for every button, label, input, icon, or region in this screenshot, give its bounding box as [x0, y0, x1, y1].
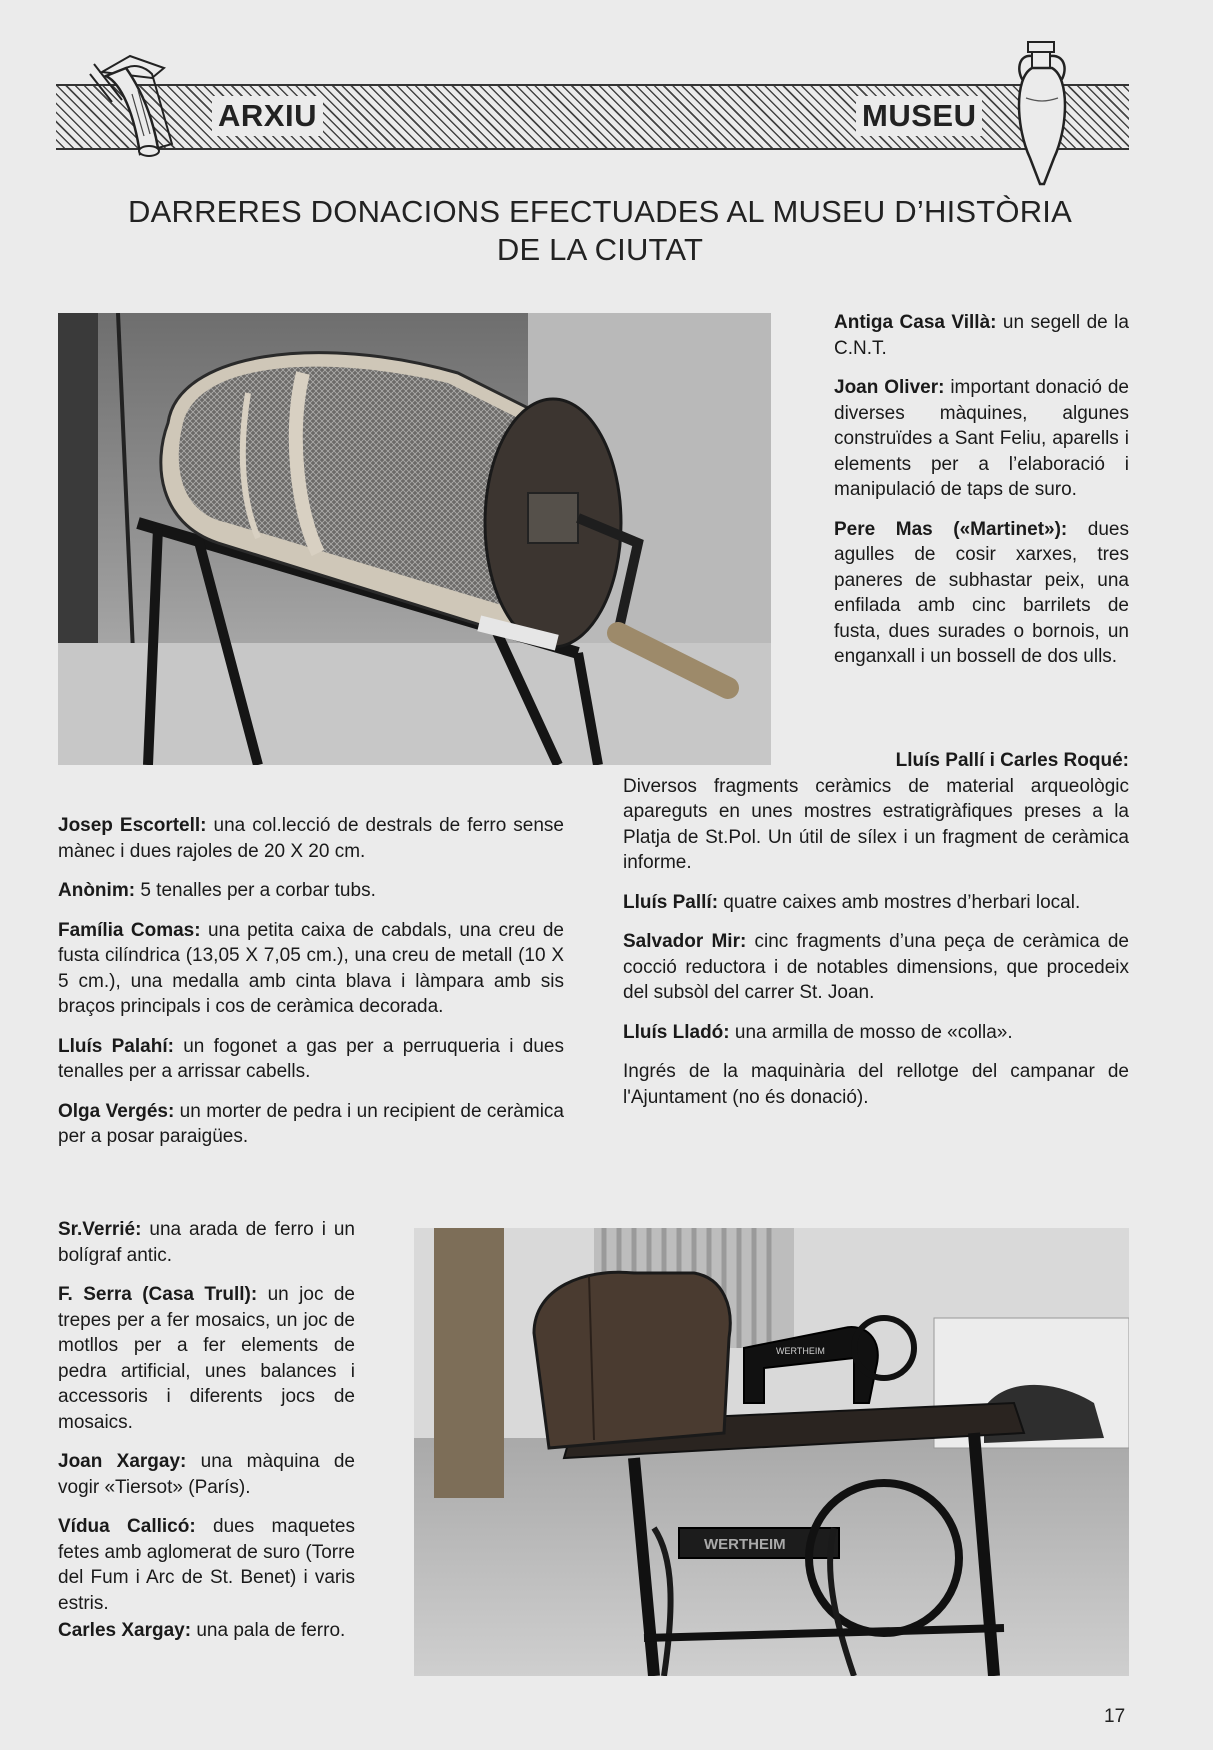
- donations-right-top: [834, 310, 1129, 684]
- donation-entry: [834, 310, 1129, 361]
- donation-text: una armilla de mosso de «colla».: [729, 1021, 1013, 1043]
- donation-text: Diversos fragments ceràmics de material arqueològic apareguts en unes mostres estratigràfiques preses a la Platja de St.Pol. Un útil de sílex i un fragment de ceràmica informe.: [623, 775, 1129, 873]
- donation-entry: [623, 929, 1129, 1006]
- scroll-icon: [82, 44, 192, 164]
- donation-text: 5 tenalles per a corbar tubs.: [135, 880, 376, 901]
- donation-entry: [58, 1449, 355, 1500]
- sewing-machine-head-brand: WERTHEIM: [776, 1346, 825, 1356]
- donation-entry: [623, 748, 1129, 876]
- donor-name: Família Comas:: [58, 919, 201, 941]
- donor-name: Lluís Pallí:: [623, 891, 719, 913]
- donor-name: Lluís Lladó:: [623, 1021, 730, 1043]
- donation-text: una màquina de vogir «Tiersot» (París).: [58, 1451, 355, 1498]
- donation-text: un joc de trepes per a fer mosaics, un joc de motllos per a fer elements de pedra artificial, unes balances i accessoris i diferents jocs de mosaics.: [58, 1284, 355, 1433]
- photo-mesh-cylinder-machine: [58, 313, 771, 765]
- donation-entry: [58, 1514, 355, 1616]
- sewing-machine-stand-brand: WERTHEIM: [704, 1536, 786, 1553]
- donation-text: quatre caixes amb mostres d’herbari local.: [718, 891, 1081, 913]
- arxiu-label: ARXIU: [212, 96, 323, 136]
- donations-left-top: [58, 813, 564, 1164]
- page-title: [70, 193, 1130, 269]
- donation-entry: [58, 813, 564, 864]
- donor-name: Vídua Callicó:: [58, 1516, 196, 1537]
- donation-entry: [58, 1034, 564, 1085]
- donation-text: una petita caixa de cabdals, una creu de fusta cilíndrica (13,05 X 7,05 cm.), una creu de metall (10 X 5 cm.), una medalla amb cinta blava i làmpara amb sis braços principals i cos de ceràmica decorada.: [58, 919, 564, 1017]
- donor-name: Olga Vergés:: [58, 1100, 175, 1122]
- donation-entry: [834, 517, 1129, 670]
- donor-name: Salvador Mir:: [623, 931, 747, 952]
- photo-sewing-machine: [414, 1228, 1129, 1676]
- donor-name: F. Serra (Casa Trull):: [58, 1284, 258, 1305]
- donor-name: Pere Mas («Martinet»):: [834, 518, 1068, 540]
- donor-name: Lluís Pallí i Carles Roqué:: [895, 750, 1129, 771]
- donation-entry: [623, 890, 1129, 916]
- page-number: 17: [1104, 1706, 1126, 1727]
- donation-text: Ingrés de la maquinària del rellotge del campanar de l'Ajuntament (no és donació).: [623, 1061, 1129, 1108]
- donor-name: Anònim:: [58, 880, 136, 901]
- donor-name: Joan Xargay:: [58, 1451, 187, 1472]
- donation-entry: [58, 918, 564, 1020]
- donation-text: un segell de la C.N.T.: [834, 312, 1129, 359]
- donation-text: dues maquetes fetes amb aglomerat de suro (Torre del Fum i Arc de St. Benet) i varis estris.: [58, 1516, 355, 1614]
- donor-name: Lluís Palahí:: [58, 1035, 174, 1057]
- donation-note: [623, 1059, 1129, 1110]
- amphora-icon: [1010, 38, 1074, 190]
- donor-name: Joan Oliver:: [834, 377, 945, 398]
- donor-name: Carles Xargay:: [58, 1620, 192, 1641]
- title-line-1: DARRERES DONACIONS EFECTUADES AL MUSEU D’HISTÒRIA: [128, 194, 1072, 229]
- donation-text: una pala de ferro.: [191, 1620, 346, 1641]
- donation-entry: [58, 1618, 355, 1644]
- donation-text: un fogonet a gas per a perruqueria i dues tenalles per a arrissar cabells.: [58, 1035, 564, 1082]
- donor-name: Antiga Casa Villà:: [834, 312, 997, 333]
- donation-text: cinc fragments d’una peça de ceràmica de cocció reductora i de notables dimensions, que procedeix del subsòl del carrer St. Joan.: [623, 931, 1129, 1003]
- donation-entry: [58, 878, 564, 904]
- donor-name: Josep Escortell:: [58, 815, 207, 836]
- donation-entry: [623, 1020, 1129, 1046]
- donation-text: dues agulles de cosir xarxes, tres paneres de subhastar peix, una enfilada amb cinc barrilets de fusta, dues surades o bornois, un enganxall i un bossell de dos ulls.: [834, 518, 1129, 667]
- donation-entry: [58, 1282, 355, 1435]
- donation-text: un morter de pedra i un recipient de ceràmica per a posar paraigües.: [58, 1100, 564, 1147]
- donation-entry: [58, 1099, 564, 1150]
- donor-name: Sr.Verrié:: [58, 1219, 142, 1240]
- museu-label: MUSEU: [856, 96, 982, 136]
- donation-entry: [834, 375, 1129, 503]
- donation-text: una col.lecció de destrals de ferro sense mànec i dues rajoles de 20 X 20 cm.: [58, 815, 565, 862]
- donation-entry: [58, 1217, 355, 1268]
- donation-text: important donació de diverses màquines, algunes construïdes a Sant Feliu, aparells i elements per a l’elaboració i manipulació de taps de suro.: [834, 377, 1129, 500]
- donation-text: una arada de ferro i un bolígraf antic.: [58, 1219, 355, 1266]
- donations-left-bottom: [58, 1217, 355, 1658]
- donations-right-bottom: [623, 748, 1129, 1124]
- title-line-2: DE LA CIUTAT: [496, 232, 704, 267]
